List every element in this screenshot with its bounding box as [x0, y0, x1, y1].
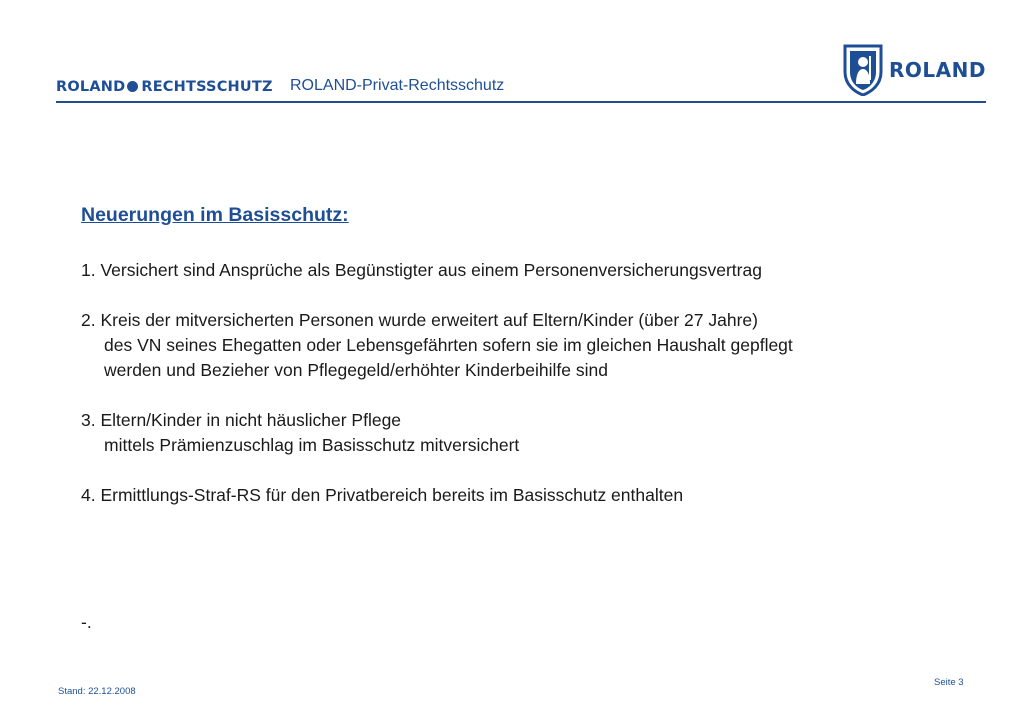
- item-text-continuation: werden und Bezieher von Pflegegeld/erhöhter Kinderbeihilfe sind: [104, 360, 608, 380]
- rechtsschutz-logo: [56, 79, 273, 95]
- list-item: [81, 483, 981, 508]
- footer-date: Stand: 22.12.2008: [58, 686, 136, 697]
- item-text-continuation: mittels Prämienzuschlag im Basisschutz mitversichert: [104, 435, 520, 455]
- item-text: 4. Ermittlungs-Straf-RS für den Privatbereich bereits im Basisschutz enthalten: [81, 485, 684, 505]
- list-item: [81, 258, 981, 283]
- item-text: 3. Eltern/Kinder in nicht häuslicher Pflege: [81, 410, 402, 430]
- item-text: 2. Kreis der mitversicherten Personen wurde erweitert auf Eltern/Kinder (über 27 Jahre): [81, 310, 758, 330]
- list-item: [81, 308, 981, 383]
- logo-text-rechtsschutz: RECHTSSCHUTZ: [141, 79, 273, 95]
- list-item: [81, 408, 981, 458]
- logo-dot-icon: [127, 81, 138, 92]
- main-content: [81, 200, 981, 508]
- trailing-text: -.: [81, 612, 92, 632]
- section-heading: Neuerungen im Basisschutz:: [81, 204, 349, 226]
- item-text: 1. Versichert sind Ansprüche als Begünstigter aus einem Personenversicherungsvertrag: [81, 260, 762, 280]
- roland-wordmark: ROLAND: [889, 58, 986, 82]
- page-title: ROLAND-Privat-Rechtsschutz: [290, 77, 505, 94]
- logo-text-roland: ROLAND: [56, 79, 126, 95]
- header-divider: [56, 101, 986, 103]
- item-text-continuation: des VN seines Ehegatten oder Lebensgefährten sofern sie im gleichen Haushalt gepflegt: [104, 335, 793, 355]
- roland-logo: [843, 44, 986, 96]
- page-number: Seite 3: [934, 677, 964, 688]
- roland-shield-icon: [843, 44, 883, 96]
